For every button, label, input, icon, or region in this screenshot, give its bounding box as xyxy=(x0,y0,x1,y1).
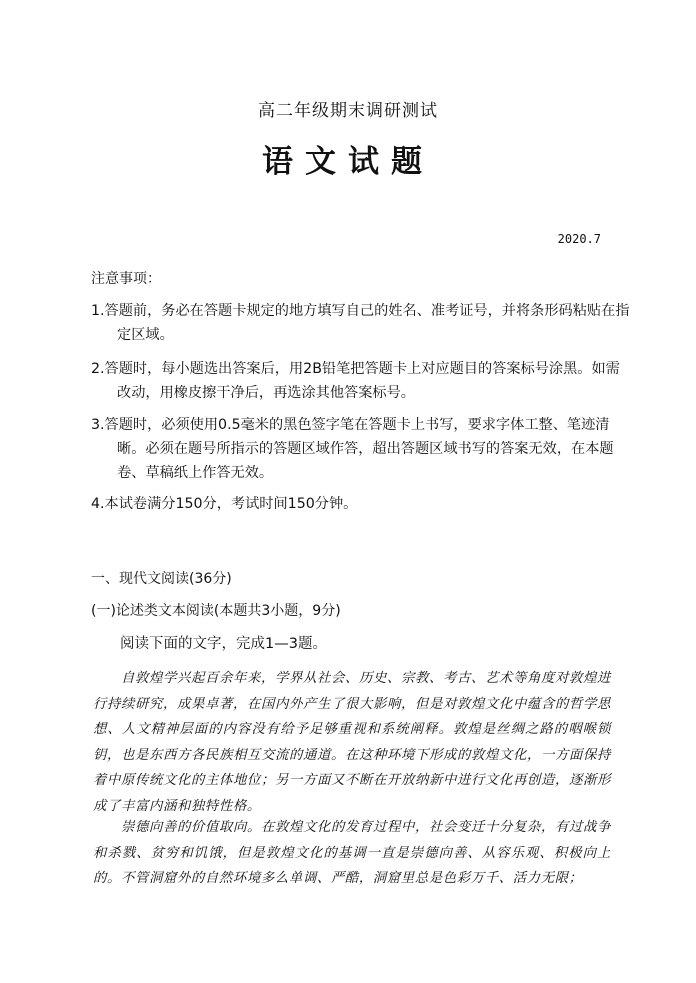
notice-item: 2.答题时，每小题选出答案后，用2B铅笔把答题卡上对应题目的答案标号涂黑。如需改动，用橡皮擦干净后，再选涂其他答案标号。 xyxy=(91,361,620,401)
notice-item: 3.答题时，必须使用0.5毫米的黑色签字笔在答题卡上书写，要求字体工整、笔迹清晰。必须在题号所指示的答题区域作答，超出答题区域书写的答案无效，在本题卷、草稿纸上作答无效。 xyxy=(91,417,614,481)
passage-paragraph: 崇德向善的价值取向。在敦煌文化的发育过程中，社会变迁十分复杂，有过战争和杀戮、贫穷和饥饿，但是敦煌文化的基调一直是崇德向善、从容乐观、积极向上的。不管洞窟外的自然环境多么单调、严酷，洞窟里总是色彩万千、活力无限； xyxy=(93,820,611,886)
notice-item: 4.本试卷满分150分，考试时间150分钟。 xyxy=(91,496,358,512)
notice-heading: 注意事项： xyxy=(91,271,161,287)
reading-instruction: 阅读下面的文字，完成1—3题。 xyxy=(120,636,327,652)
exam-title: 语文试题 xyxy=(262,144,434,180)
passage-paragraph: 自敦煌学兴起百余年来，学界从社会、历史、宗教、考古、艺术等角度对敦煌进行持续研究，成果卓著，在国内外产生了很大影响，但是对敦煌文化中蕴含的哲学思想、人文精神层面的内容没有给予足够重视和系统阐释。敦煌是丝绸之路的咽喉锁钥，也是东西方各民族相互交流的通道。在这种环境下形成的敦煌文化，一方面保持着中原传统文化的主体地位；另一方面又不断在开放纳新中进行文化再创造，逐渐形成了丰富内涵和独特性格。 xyxy=(93,671,611,814)
exam-subtitle: 高二年级期末调研测试 xyxy=(258,101,438,121)
notice-item: 1.答题前，务必在答题卡规定的地方填写自己的姓名、准考证号，并将条形码粘贴在指定区域。 xyxy=(91,303,630,343)
subsection-heading: (一)论述类文本阅读(本题共3小题，9分) xyxy=(91,603,341,619)
section-heading: 一、现代文阅读(36分) xyxy=(91,571,232,587)
exam-date: 2020.7 xyxy=(557,232,601,246)
